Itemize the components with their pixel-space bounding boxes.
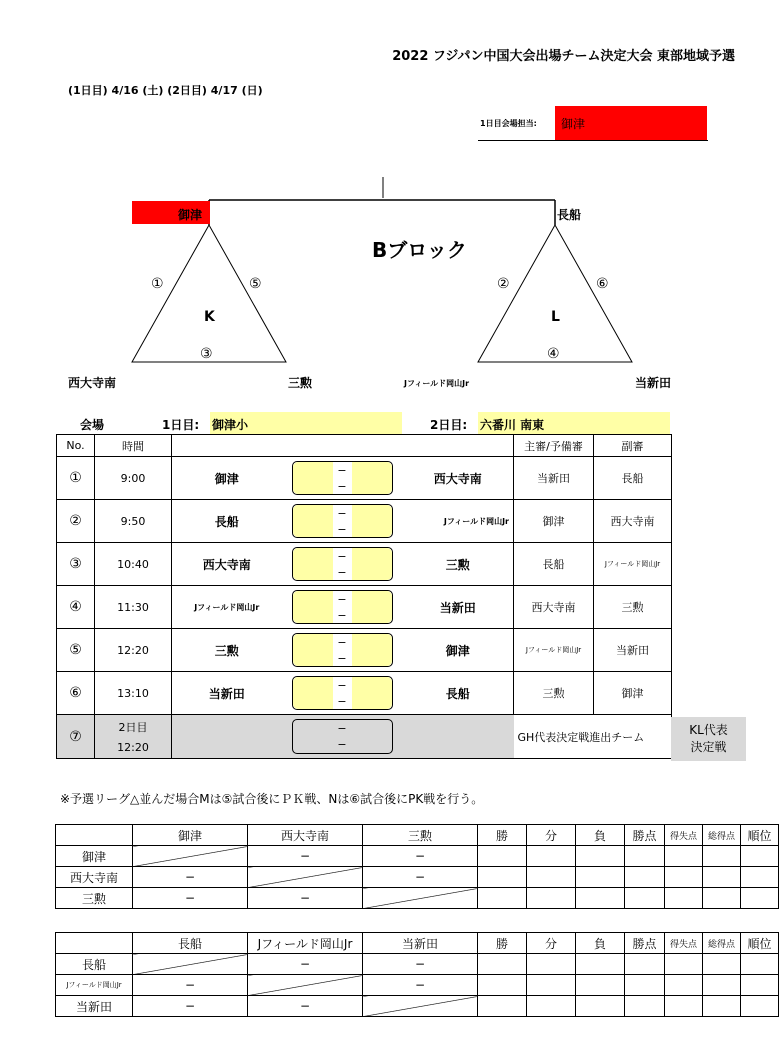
assistant: 三勲: [594, 586, 672, 629]
standings-header-row: [56, 825, 779, 846]
col-draw: 分: [527, 933, 576, 954]
venue-day2-value: 六番川 南東: [478, 412, 670, 434]
home-team: Jフィールド岡山Jr: [172, 586, 282, 629]
referee: 長船: [514, 543, 594, 586]
match-no: ⑥: [57, 672, 95, 715]
table-row: [57, 543, 672, 586]
header-time: 時間: [95, 435, 172, 457]
team-saidaiji-bottom: 西大寺南: [68, 376, 117, 390]
col-rank: 順位: [741, 933, 779, 954]
diag-cell: [363, 888, 478, 909]
col-points: 勝点: [625, 825, 665, 846]
away-team: 当新田: [403, 586, 514, 629]
match-time: 9:00: [95, 457, 172, 500]
header-score: [282, 435, 403, 457]
home-team: 御津: [172, 457, 282, 500]
schedule-table: [56, 434, 672, 759]
col-loss: 負: [576, 933, 625, 954]
result-cell: −: [248, 888, 363, 909]
table-row: [57, 457, 672, 500]
table-row: [56, 846, 779, 867]
result-cell: −: [133, 996, 248, 1017]
table-row: [57, 500, 672, 543]
assistant: Jフィールド岡山Jr: [594, 543, 672, 586]
venue-day1-label: 1日目:: [162, 418, 200, 432]
final-time-value: 12:20: [117, 741, 149, 754]
header-home: [172, 435, 282, 457]
table-row: [57, 672, 672, 715]
kl-line-2: 決定戦: [690, 740, 727, 754]
host-underline: [478, 140, 708, 141]
final-row: [57, 715, 672, 759]
result-cell: −: [248, 846, 363, 867]
score-cell: − −: [282, 672, 403, 715]
row-team: 御津: [56, 846, 133, 867]
final-time: [95, 715, 172, 759]
referee: 御津: [514, 500, 594, 543]
final-note: GH代表決定戦進出チーム: [514, 715, 672, 759]
result-cell: −: [133, 975, 248, 996]
home-team: 西大寺南: [172, 543, 282, 586]
header-no: No.: [57, 435, 95, 457]
table-row: [56, 975, 779, 996]
host-value: 御津: [555, 106, 707, 140]
row-team: Jフィールド岡山Jr: [56, 975, 133, 996]
diag-cell: [133, 846, 248, 867]
col-team: Jフィールド岡山Jr: [248, 933, 363, 954]
home-team: 長船: [172, 500, 282, 543]
group-l-label: L: [551, 309, 560, 325]
row-team: 当新田: [56, 996, 133, 1017]
match-no: ③: [57, 543, 95, 586]
block-title: Bブロック: [372, 238, 467, 262]
event-dates: (1日目) 4/16 (土) (2日目) 4/17 (日): [68, 84, 263, 97]
away-team: Jフィールド岡山Jr: [403, 500, 514, 543]
away-team: 三勲: [403, 543, 514, 586]
col-rank: 順位: [741, 825, 779, 846]
col-team: 西大寺南: [248, 825, 363, 846]
col-goals: 総得点: [703, 933, 741, 954]
away-team: 長船: [403, 672, 514, 715]
match-no: ①: [57, 457, 95, 500]
diag-cell: [248, 867, 363, 888]
result-cell: −: [133, 867, 248, 888]
standings-header-row: [56, 933, 779, 954]
col-team: 当新田: [363, 933, 478, 954]
col-goal-diff: 得失点: [665, 825, 703, 846]
match-mark-6: ⑥: [596, 276, 609, 292]
col-goal-diff: 得失点: [665, 933, 703, 954]
match-time: 12:20: [95, 629, 172, 672]
match-no: ④: [57, 586, 95, 629]
referee: 三勲: [514, 672, 594, 715]
kl-line-1: KL代表: [689, 723, 728, 737]
team-nagafune-top: 長船: [557, 208, 582, 222]
result-cell: −: [363, 846, 478, 867]
team-toshinden-bottom: 当新田: [635, 376, 672, 390]
col-goals: 総得点: [703, 825, 741, 846]
col-win: 勝: [478, 825, 527, 846]
result-cell: −: [133, 888, 248, 909]
diag-cell: [363, 996, 478, 1017]
schedule-header-row: [57, 435, 672, 457]
header-assistant: 副審: [594, 435, 672, 457]
col-loss: 負: [576, 825, 625, 846]
team-sankun-bottom: 三勲: [288, 376, 313, 390]
match-mark-5: ⑤: [249, 276, 262, 292]
col-points: 勝点: [625, 933, 665, 954]
away-team: 御津: [403, 629, 514, 672]
match-time: 13:10: [95, 672, 172, 715]
diag-cell: [133, 954, 248, 975]
col-team: 三勲: [363, 825, 478, 846]
match-time: 9:50: [95, 500, 172, 543]
assistant: 当新田: [594, 629, 672, 672]
tiebreak-note: ※予選リーグ△並んだ場合Mは⑤試合後にＰＫ戦、Nは⑥試合後にPK戦を行う。: [60, 792, 484, 806]
score-cell: − −: [282, 457, 403, 500]
match-time: 11:30: [95, 586, 172, 629]
team-mitsu-top: 御津: [178, 208, 203, 222]
col-draw: 分: [527, 825, 576, 846]
standings-l-table: [55, 932, 779, 1017]
bracket-diagram: [0, 170, 783, 370]
result-cell: −: [363, 954, 478, 975]
host-label: 1日目会場担当:: [480, 119, 537, 128]
team-jfield-bottom: Jフィールド岡山Jr: [404, 379, 470, 388]
table-row: [57, 586, 672, 629]
group-l-triangle: [478, 225, 632, 362]
result-cell: −: [363, 975, 478, 996]
score-cell: − −: [282, 715, 403, 759]
page-title: 2022 フジパン中国大会出場チーム決定大会 東部地域予選: [392, 49, 735, 64]
venue-day2-label: 2日目:: [430, 418, 468, 432]
header-referee: 主審/予備審: [514, 435, 594, 457]
result-cell: −: [363, 867, 478, 888]
kl-final-label: [671, 717, 746, 761]
referee: 西大寺南: [514, 586, 594, 629]
corner-cell: [56, 933, 133, 954]
assistant: 長船: [594, 457, 672, 500]
table-row: [56, 996, 779, 1017]
header-away: [403, 435, 514, 457]
row-team: 三勲: [56, 888, 133, 909]
score-cell: − −: [282, 500, 403, 543]
corner-cell: [56, 825, 133, 846]
match-mark-4: ④: [547, 346, 560, 362]
away-team: 西大寺南: [403, 457, 514, 500]
match-mark-3: ③: [200, 346, 213, 362]
assistant: 御津: [594, 672, 672, 715]
row-team: 西大寺南: [56, 867, 133, 888]
result-cell: −: [248, 996, 363, 1017]
col-win: 勝: [478, 933, 527, 954]
final-home: [172, 715, 282, 759]
score-cell: − −: [282, 629, 403, 672]
match-mark-1: ①: [151, 276, 164, 292]
venue-label: 会場: [80, 418, 105, 432]
referee: Jフィールド岡山Jr: [514, 629, 594, 672]
table-row: [56, 888, 779, 909]
final-day: 2日目: [118, 721, 148, 734]
referee: 当新田: [514, 457, 594, 500]
group-k-triangle: [132, 225, 286, 362]
score-cell: − −: [282, 586, 403, 629]
match-no: ⑤: [57, 629, 95, 672]
match-no: ②: [57, 500, 95, 543]
col-team: 御津: [133, 825, 248, 846]
row-team: 長船: [56, 954, 133, 975]
home-team: 当新田: [172, 672, 282, 715]
match-time: 10:40: [95, 543, 172, 586]
home-team: 三勲: [172, 629, 282, 672]
assistant: 西大寺南: [594, 500, 672, 543]
match-no: ⑦: [57, 715, 95, 759]
table-row: [56, 867, 779, 888]
standings-k-table: [55, 824, 779, 909]
table-row: [57, 629, 672, 672]
result-cell: −: [248, 954, 363, 975]
final-away: [403, 715, 514, 759]
col-team: 長船: [133, 933, 248, 954]
group-k-label: K: [204, 309, 215, 325]
venue-day1-value: 御津小: [210, 412, 402, 434]
table-row: [56, 954, 779, 975]
diag-cell: [248, 975, 363, 996]
match-mark-2: ②: [497, 276, 510, 292]
score-cell: − −: [282, 543, 403, 586]
